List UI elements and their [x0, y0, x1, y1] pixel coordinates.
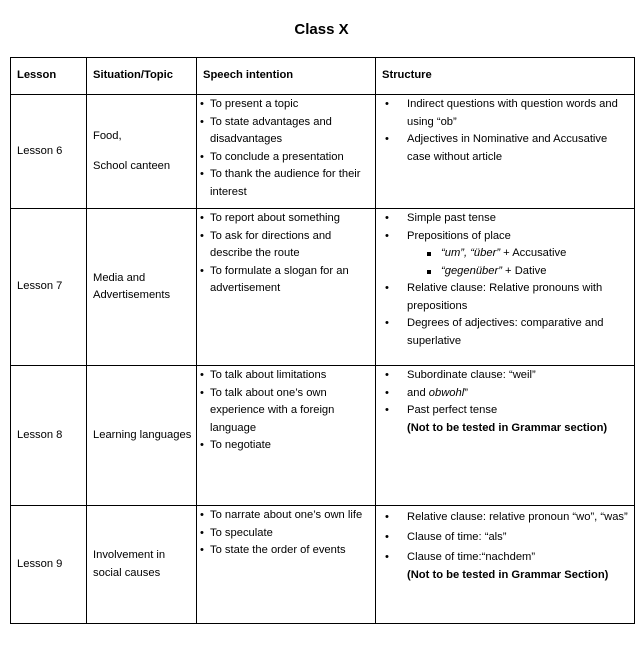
- speech-item: • To state advantages and disadvantages: [199, 114, 371, 149]
- structure-subitem: “gegenüber” + Dative: [425, 263, 630, 281]
- speech-intention-cell: [197, 209, 376, 366]
- lesson-cell: Lesson 7: [11, 209, 87, 366]
- speech-intention-cell: [197, 506, 376, 624]
- structure-cell: [376, 506, 635, 624]
- structure-item: • Clause of time: “als”: [380, 527, 630, 547]
- topic-cell: [87, 95, 197, 209]
- structure-item: [380, 228, 630, 281]
- topic-cell: [87, 366, 197, 506]
- structure-item: • Simple past tense: [380, 210, 630, 228]
- speech-item: • To present a topic: [199, 96, 371, 114]
- structure-item: • Relative clause: relative pronoun “wo”, “was”: [380, 507, 630, 527]
- header-speech-intention: Speech intention: [197, 58, 376, 95]
- structure-sublist: [407, 245, 630, 280]
- structure-subitem: “um”, “über” + Accusative: [425, 245, 630, 263]
- header-row: [11, 58, 635, 95]
- header-structure: Structure: [376, 58, 635, 95]
- speech-item: • To thank the audience for their interest: [199, 166, 371, 201]
- topic-text: Learning languages: [93, 428, 192, 441]
- structure-item: • Relative clause: Relative pronouns with prepositions: [380, 280, 630, 315]
- structure-item: • Clause of time:“nachdem”: [380, 547, 630, 567]
- topic-cell: [87, 209, 197, 366]
- speech-item: • To formulate a slogan for an advertisement: [199, 263, 371, 298]
- speech-item: • To state the order of events: [199, 542, 371, 560]
- structure-cell: [376, 366, 635, 506]
- table-row: [11, 209, 635, 366]
- topic-text: School canteen: [93, 159, 171, 172]
- structure-item: • Indirect questions with question words and using “ob”: [380, 96, 630, 131]
- speech-item: • To talk about limitations: [199, 367, 371, 385]
- header-topic: Situation/Topic: [87, 58, 197, 95]
- lesson-cell: Lesson 6: [11, 95, 87, 209]
- speech-item: • To conclude a presentation: [199, 149, 371, 167]
- topic-text: Involvement in social causes: [93, 549, 166, 579]
- header-lesson: Lesson: [11, 58, 87, 95]
- lesson-cell: Lesson 8: [11, 366, 87, 506]
- table-row: [11, 95, 635, 209]
- speech-intention-cell: [197, 95, 376, 209]
- curriculum-table: [10, 57, 635, 624]
- structure-note: (Not to be tested in Grammar section): [407, 421, 608, 434]
- speech-item: • To talk about one’s own experience with a foreign language: [199, 385, 371, 438]
- page-title: Class X: [294, 21, 349, 38]
- structure-note: (Not to be tested in Grammar Section): [407, 569, 609, 581]
- table-row: [11, 506, 635, 624]
- structure-item: • and obwohl”: [380, 385, 630, 403]
- topic-text: Food,: [93, 130, 122, 142]
- speech-item: • To negotiate: [199, 437, 371, 455]
- topic-text: Media and Advertisements: [93, 271, 171, 301]
- structure-item-text: Prepositions of place: [407, 229, 511, 242]
- structure-item: • Adjectives in Nominative and Accusative case without article: [380, 131, 630, 166]
- structure-item: • Past perfect tense: [380, 402, 630, 420]
- speech-item: • To report about something: [199, 210, 371, 228]
- structure-cell: [376, 95, 635, 209]
- speech-item: • To speculate: [199, 525, 371, 543]
- topic-cell: [87, 506, 197, 624]
- speech-item: • To narrate about one’s own life: [199, 507, 371, 525]
- table-row: [11, 366, 635, 506]
- structure-item: • Degrees of adjectives: comparative and superlative: [380, 315, 630, 350]
- structure-cell: [376, 209, 635, 366]
- speech-intention-cell: [197, 366, 376, 506]
- lesson-cell: Lesson 9: [11, 506, 87, 624]
- structure-item: • Subordinate clause: “weil”: [380, 367, 630, 385]
- speech-item: • To ask for directions and describe the route: [199, 228, 371, 263]
